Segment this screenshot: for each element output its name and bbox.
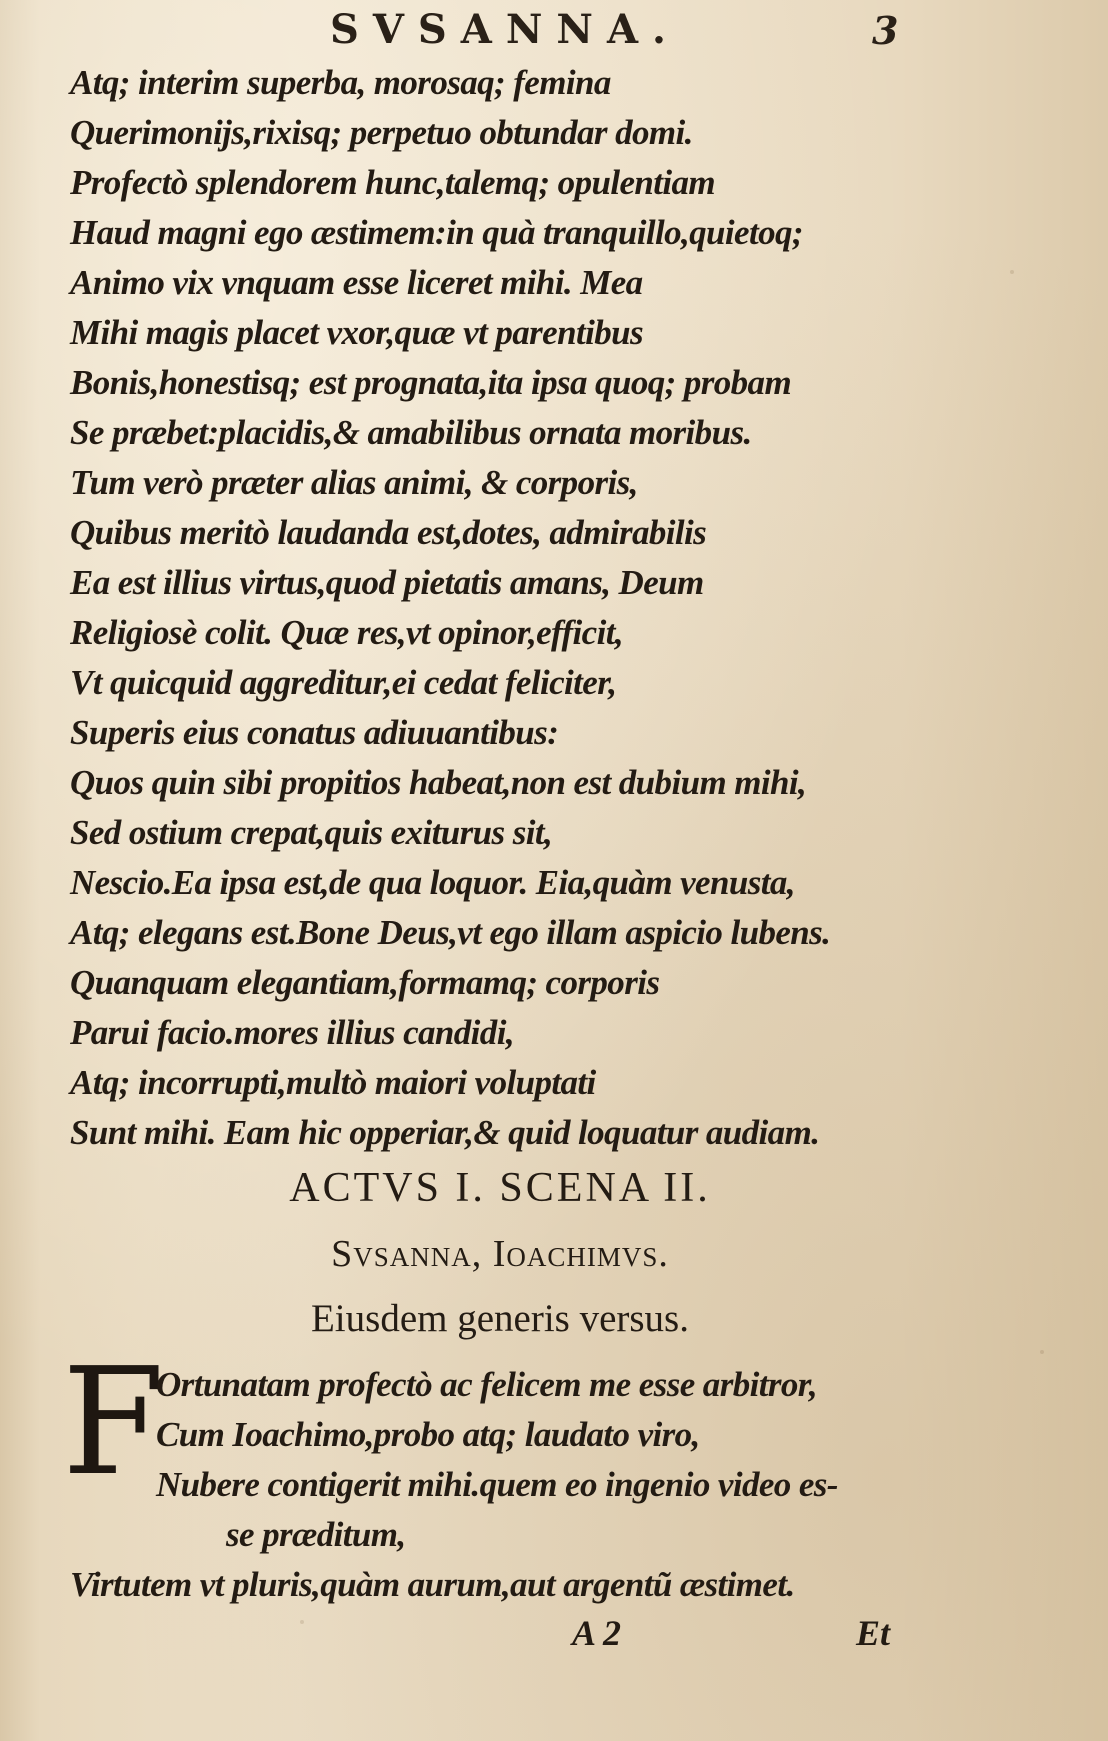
verse-line: Quanquam elegantiam,formamq; corporis	[70, 963, 660, 1002]
scene-heading: ACTVS I. SCENA II.	[289, 1165, 711, 1211]
scene-characters: Svsanna, Ioachimvs.	[331, 1233, 669, 1275]
verse-line: Atq; elegans est.Bone Deus,vt ego illam aspicio lubens.	[70, 913, 831, 952]
verse-line: Atq; incorrupti,multò maiori voluptati	[70, 1063, 596, 1102]
verse-line: Bonis,honestisq; est prognata,ita ipsa quoq; probam	[70, 363, 792, 402]
verse-line: Querimonijs,rixisq; perpetuo obtundar domi.	[70, 113, 693, 152]
verse-line: Nescio.Ea ipsa est,de qua loquor. Eia,quàm venusta,	[70, 863, 795, 902]
drop-cap: F	[62, 1336, 165, 1508]
verse-line: Superis eius conatus adiuuantibus:	[70, 713, 559, 752]
signature-mark: A 2	[572, 1613, 622, 1653]
verse-line: Tum verò præter alias animi, & corporis,	[70, 463, 638, 502]
paper-spot	[300, 1620, 304, 1624]
verse-line: Cum Ioachimo,probo atq; laudato viro,	[156, 1415, 700, 1454]
paper-spot	[1040, 1350, 1044, 1354]
verse-block-part2	[156, 1360, 1076, 1560]
verse-line: Animo vix vnquam esse liceret mihi. Mea	[70, 263, 643, 302]
verse-line: Ortunatam profectò ac felicem me esse arbitror,	[156, 1365, 818, 1404]
verse-line: Sed ostium crepat,quis exiturus sit,	[70, 813, 553, 852]
catchword: Et	[856, 1613, 891, 1653]
running-title: SVSANNA.	[330, 6, 680, 53]
verse-line: Se præbet:placidis,& amabilibus ornata moribus.	[70, 413, 752, 452]
verse-line: Ea est illius virtus,quod pietatis amans, Deum	[70, 563, 704, 602]
verse-line: Haud magni ego æstimem:in quà tranquillo,quietoq;	[70, 213, 803, 252]
verse-line: Sunt mihi. Eam hic opperiar,& quid loquatur audiam.	[70, 1113, 820, 1152]
verse-line: Mihi magis placet vxor,quæ vt parentibus	[70, 313, 643, 352]
verse-line: Virtutem vt pluris,quàm aurum,aut argentũ æstimet.	[70, 1565, 795, 1604]
page-number: 3	[872, 8, 899, 53]
verse-line: Profectò splendorem hunc,talemq; opulentiam	[70, 163, 716, 202]
verse-line: Quibus meritò laudanda est,dotes, admirabilis	[70, 513, 707, 552]
verse-line-continuation: se præditum,	[226, 1515, 406, 1554]
verse-line: Religiosè colit. Quæ res,vt opinor,efficit,	[70, 613, 623, 652]
verse-block-part1	[70, 58, 1070, 1158]
verse-line: Vt quicquid aggreditur,ei cedat feliciter,	[70, 663, 617, 702]
verse-line: Quos quin sibi propitios habeat,non est dubium mihi,	[70, 763, 807, 802]
verse-line: Nubere contigerit mihi.quem eo ingenio video es-	[156, 1465, 838, 1504]
meter-note: Eiusdem generis versus.	[310, 1297, 689, 1340]
verse-line: Parui facio.mores illius candidi,	[70, 1013, 514, 1052]
verse-line: Atq; interim superba, morosaq; femina	[70, 63, 611, 102]
